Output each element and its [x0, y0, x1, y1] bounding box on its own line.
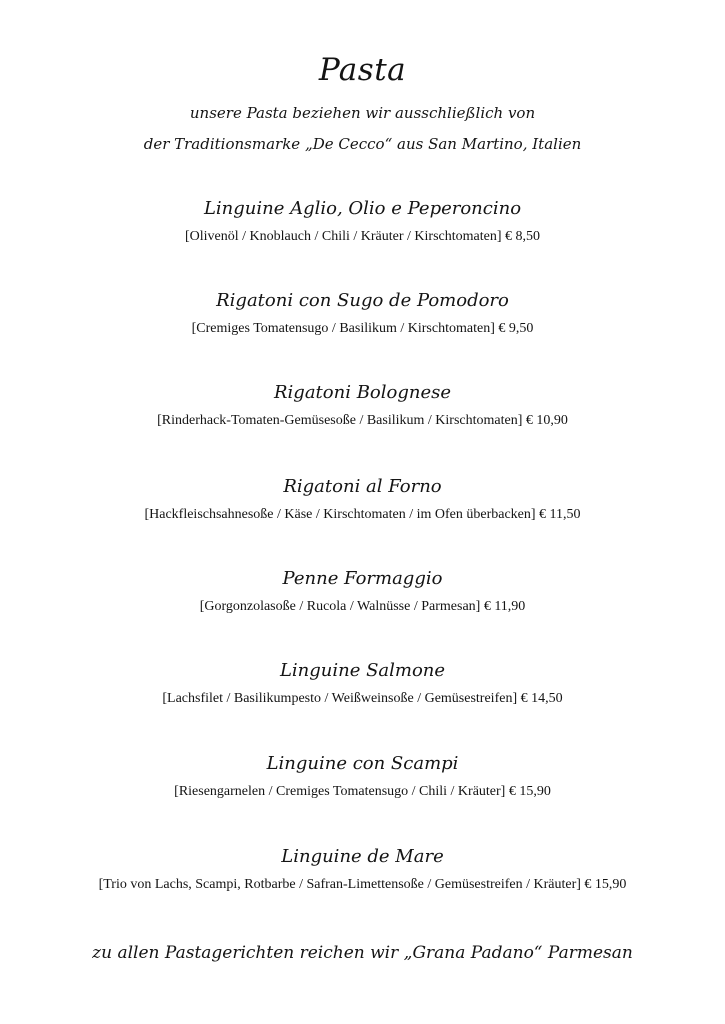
dish-description: [Trio von Lachs, Scampi, Rotbarbe / Safran-Limettensoße / Gemüsestreifen / Kräuter] € 15,90 — [98, 877, 627, 892]
dish-description: [Rinderhack-Tomaten-Gemüsesoße / Basilikum / Kirschtomaten] € 10,90 — [157, 413, 568, 428]
dish-name: Rigatoni al Forno — [283, 476, 442, 497]
dish-name: Linguine Aglio, Olio e Peperoncino — [203, 198, 522, 219]
menu-item — [0, 567, 725, 616]
dish-name: Linguine con Scampi — [266, 753, 459, 774]
menu-item — [0, 659, 725, 708]
dish-name: Rigatoni con Sugo de Pomodoro — [216, 290, 509, 311]
dish-description: [Hackfleischsahnesoße / Käse / Kirschtomaten / im Ofen überbacken] € 11,50 — [144, 507, 581, 522]
menu-item — [0, 845, 725, 894]
dish-name: Rigatoni Bolognese — [273, 382, 452, 403]
dish-description: [Riesengarnelen / Cremiges Tomatensugo / Chili / Kräuter] € 15,90 — [174, 784, 551, 799]
page-title: Pasta — [318, 52, 407, 88]
dish-description: [Gorgonzolasoße / Rucola / Walnüsse / Parmesan] € 11,90 — [199, 599, 526, 614]
dish-name: Penne Formaggio — [282, 568, 443, 589]
dish-name: Linguine Salmone — [279, 660, 446, 681]
menu-item — [0, 381, 725, 430]
menu-item — [0, 752, 725, 801]
subtitle-line-1: unsere Pasta beziehen wir ausschließlich von — [189, 104, 536, 122]
dish-description: [Olivenöl / Knoblauch / Chili / Kräuter / Kirschtomaten] € 8,50 — [185, 229, 540, 244]
dish-description: [Cremiges Tomatensugo / Basilikum / Kirschtomaten] € 9,50 — [191, 321, 534, 336]
menu-item — [0, 475, 725, 524]
menu-item — [0, 197, 725, 246]
dish-description: [Lachsfilet / Basilikumpesto / Weißweinsoße / Gemüsestreifen] € 14,50 — [162, 691, 563, 706]
footer-note: zu allen Pastagerichten reichen wir „Grana Padano“ Parmesan — [92, 943, 633, 963]
menu-item — [0, 289, 725, 338]
dish-name: Linguine de Mare — [281, 846, 444, 867]
subtitle-line-2: der Traditionsmarke „De Cecco“ aus San Martino, Italien — [143, 135, 582, 153]
